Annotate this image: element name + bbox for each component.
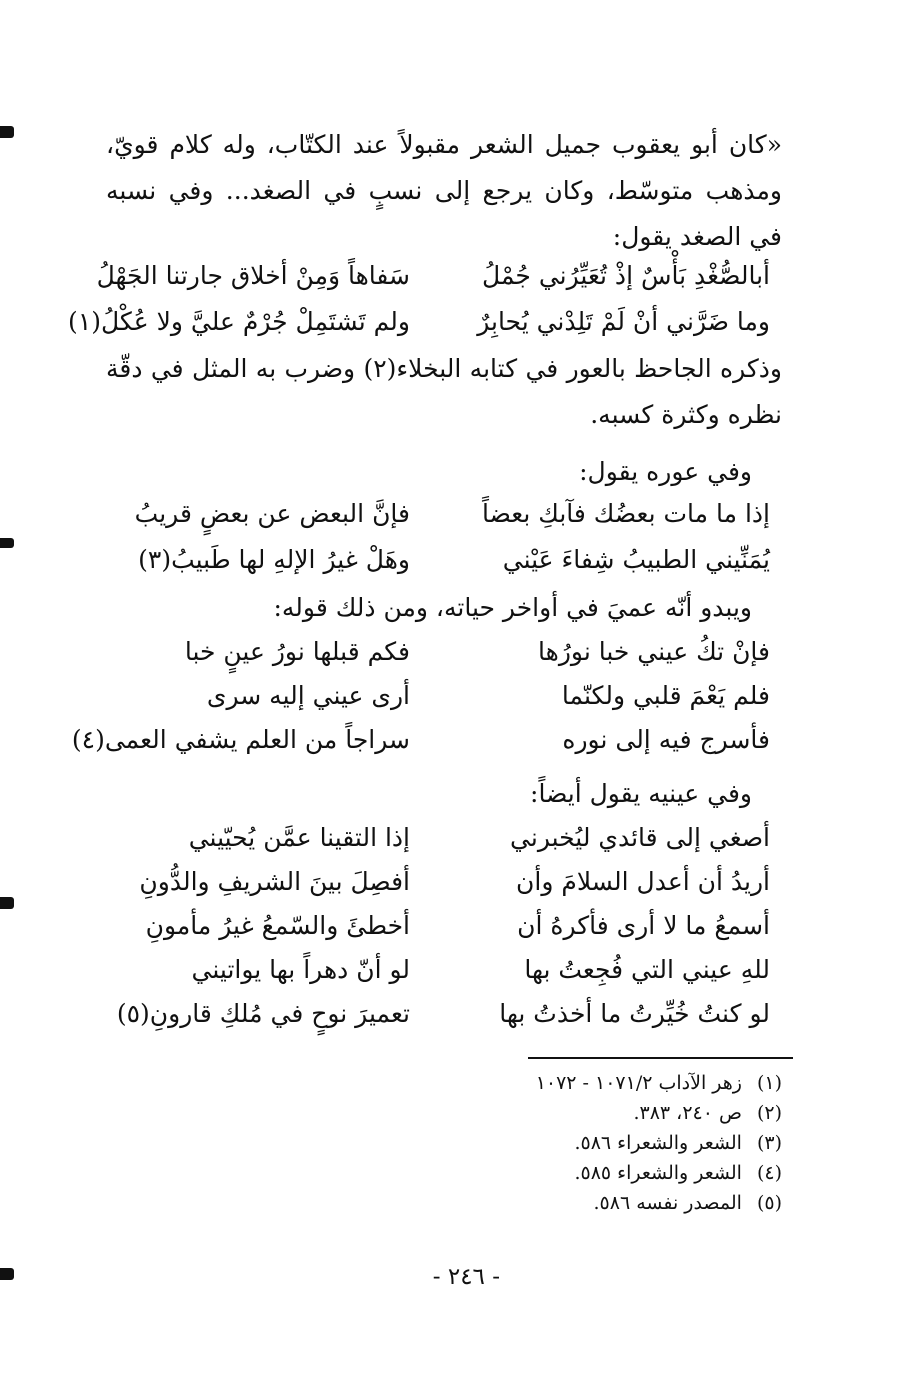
footnote-text: الشعر والشعراء ٥٨٥. [574, 1162, 742, 1184]
verse-line [110, 994, 770, 1034]
verse-second-hemistich: أرى عيني إليه سرى [206, 681, 410, 710]
verse-second-hemistich: ولم تَشتَمِلْ جُرْمٌ عليَّ ولا عُكْلُ(١) [68, 307, 410, 336]
verse-first-hemistich: فلم يَعْمَ قلبي ولكنّما [561, 681, 770, 710]
verse-line [110, 906, 770, 946]
verse-first-hemistich: للهِ عيني التي فُجِعتُ بها [524, 955, 770, 984]
footnote-text: زهر الآداب ١٠٧١/٢ - ١٠٧٢ [535, 1072, 742, 1094]
footnote [574, 1130, 782, 1156]
verse-second-hemistich: وهَلْ غيرُ الإلهِ لها طَبيبُ(٣) [138, 545, 410, 574]
verse-second-hemistich: سَفاهاً وَمِنْ أخلاق جارتنا الجَهْلُ [96, 261, 410, 290]
verse-first-hemistich: وما ضَرَّني أنْ لَمْ تَلِدْني يُحابِرٌ [477, 307, 770, 336]
verse-line [96, 256, 770, 296]
verse-first-hemistich: لو كنتُ خُيِّرتُ ما أخذتُ بها [499, 999, 770, 1028]
scan-edge-mark [0, 1268, 14, 1280]
verse-second-hemistich: فإنَّ البعض عن بعضٍ قريبُ [134, 499, 410, 528]
verse-second-hemistich: لو أنّ دهراً بها يواتيني [191, 955, 410, 984]
footnote-text: المصدر نفسه ٥٨٦. [593, 1192, 742, 1214]
footnote-text: ص ٢٤٠، ٣٨٣. [633, 1102, 742, 1124]
footnote [536, 1070, 782, 1096]
footnote-divider [528, 1057, 793, 1059]
jahiz-paragraph: وذكره الجاحظ بالعور في كتابه البخلاء(٢) وضرب به المثل في دقّة نظره وكثرة كسبه. [106, 354, 783, 429]
footnote-number: (٣) [756, 1132, 782, 1154]
verse-second-hemistich: أخطئَ والسّمعُ غيرُ مأمونِ [145, 911, 410, 940]
scan-edge-mark [0, 897, 14, 909]
verse-line [110, 862, 770, 902]
verse-second-hemistich: سراجاً من العلم يشفي العمى(٤) [71, 725, 410, 754]
section-intro: وفي عوره يقول: [579, 457, 752, 486]
section-intro: ويبدو أنّه عميَ في أواخر حياته، ومن ذلك قوله: [273, 593, 752, 622]
verse-line [110, 540, 770, 580]
verse-first-hemistich: أسمعُ ما لا أرى فأكرهُ أن [517, 911, 770, 940]
footnote [593, 1190, 782, 1216]
verse-line [68, 302, 770, 342]
verse-line [110, 632, 770, 672]
verse-line [110, 676, 770, 716]
page-number: - ٢٤٦ - [432, 1264, 500, 1290]
verse-line [110, 950, 770, 990]
verse-first-hemistich: إذا ما مات بعضُك فآبكِ بعضاً [482, 499, 770, 528]
footnote-number: (٥) [756, 1192, 782, 1214]
scan-edge-mark [0, 538, 14, 548]
verse-first-hemistich: يُمَنِّيني الطبيبُ شِفاءَ عَيْني [502, 545, 770, 574]
section-intro: وفي عينيه يقول أيضاً: [530, 779, 752, 808]
verse-line [110, 818, 770, 858]
footnote [633, 1100, 782, 1126]
footnote-number: (٤) [756, 1162, 782, 1184]
footnote-number: (٢) [756, 1102, 782, 1124]
verse-second-hemistich: فكم قبلها نورُ عينٍ خبا [184, 637, 410, 666]
footnote-number: (١) [756, 1072, 782, 1094]
verse-second-hemistich: تعميرَ نوحٍ في مُلكِ قارونِ(٥) [116, 999, 410, 1028]
verse-line [110, 494, 770, 534]
verse-first-hemistich: أبالصُّغْدِ بَأْسٌ إذْ تُعَيِّرُني جُمْلُ [482, 261, 770, 290]
verse-first-hemistich: فأسرج فيه إلى نوره [562, 725, 770, 754]
verse-first-hemistich: فإنْ تكُ عيني خبا نورُها [538, 637, 770, 666]
verse-line [71, 720, 770, 760]
verse-first-hemistich: أريدُ أن أعدل السلامَ وأن [516, 867, 770, 896]
footnote [574, 1160, 782, 1186]
verse-second-hemistich: أفصِلَ بينَ الشريفِ والدُّونِ [139, 867, 410, 896]
verse-first-hemistich: أصغي إلى قائدي ليُخبرني [510, 823, 770, 852]
scan-edge-mark [0, 126, 14, 138]
verse-second-hemistich: إذا التقينا عمَّن يُحيّيني [188, 823, 410, 852]
footnote-text: الشعر والشعراء ٥٨٦. [574, 1132, 742, 1154]
intro-paragraph: «كان أبو يعقوب جميل الشعر مقبولاً عند الكتّاب، وله كلام قويّ، ومذهب متوسّط، وكان يرجع إلى نسبٍ في الصغد... وفي نسبه في الصغد يقول: [106, 130, 782, 251]
